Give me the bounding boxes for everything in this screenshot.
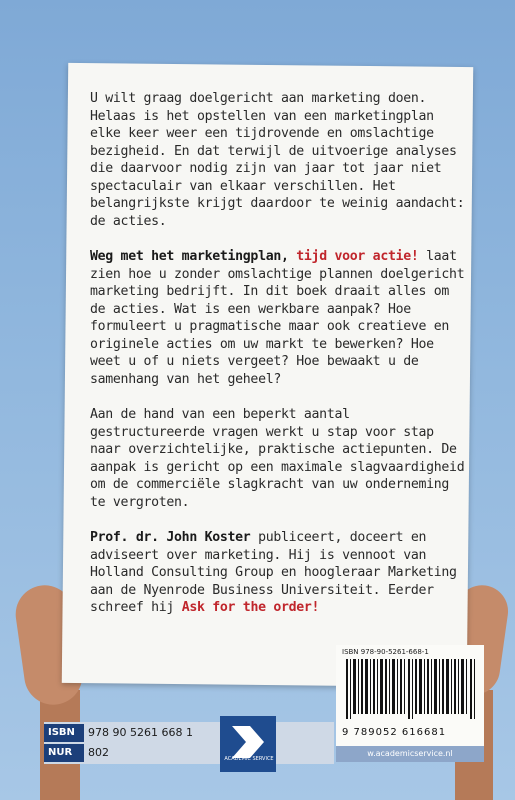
isbn-value: 978 90 5261 668 1 xyxy=(88,726,193,739)
book-title: Weg met het marketingplan, xyxy=(90,249,289,264)
barcode-isbn-line: ISBN 978-90-5261-668-1 xyxy=(342,648,429,656)
paragraph-approach: Aan de hand van een beperkt aantal gestructureerde vragen werkt u stap voor stap naar overzichtelijke, praktische actiepunten. De aanpak is gericht op een maximale slagvaardigheid om de commerciële slagkracht van uw onderneming te vergroten. xyxy=(90,407,465,510)
arrow-icon xyxy=(220,716,276,772)
barcode xyxy=(336,645,484,747)
barcode-number: 9 789052 616681 xyxy=(342,727,447,738)
publisher-logo-text: ACADEMIC SERVICE xyxy=(224,756,274,762)
publisher-url: w.academicservice.nl xyxy=(336,746,484,762)
author-name: Prof. dr. John Koster xyxy=(90,530,251,545)
paragraph-book xyxy=(90,248,465,388)
author-bio: publiceert, doceert en adviseert over marketing. Hij is vennoot van Holland Consulting Group en hoogleraar Marketing aan de Nyenrode Business Universiteit. Eerder schreef hij xyxy=(90,530,457,615)
other-book-title: Ask for the order! xyxy=(181,600,320,615)
book-subtitle: tijd voor actie! xyxy=(296,249,419,264)
isbn-label: ISBN xyxy=(44,724,84,742)
barcode-bars-icon xyxy=(346,659,476,719)
paragraph-author xyxy=(90,529,465,617)
paragraph-intro: U wilt graag doelgericht aan marketing doen. Helaas is het opstellen van een marketingplan elke keer weer een tijdrovende en omslachtige bezigheid. En dat terwijl de uitvoerige analyses die daarvoor nodig zijn van jaar tot jaar niet spectaculair van elkaar verschillen. Het belangrijkste krijgt daardoor te weinig aandacht: de acties. xyxy=(90,91,465,229)
blurb-text xyxy=(90,90,465,635)
nur-label: NUR xyxy=(44,744,84,762)
publisher-logo xyxy=(220,716,276,772)
nur-value: 802 xyxy=(88,746,109,759)
paragraph-book-text: laat zien hoe u zonder omslachtige plannen doelgericht marketing bedrijft. In dit boek draait alles om de acties. Wat is een werkbare aanpak? Hoe formuleert u pragmatische maar ook creatieve en originele acties om uw markt te bewerken? Hoe weet u of u niets vergeet? Hoe bewaakt u de samenhang van het geheel? xyxy=(90,249,465,387)
